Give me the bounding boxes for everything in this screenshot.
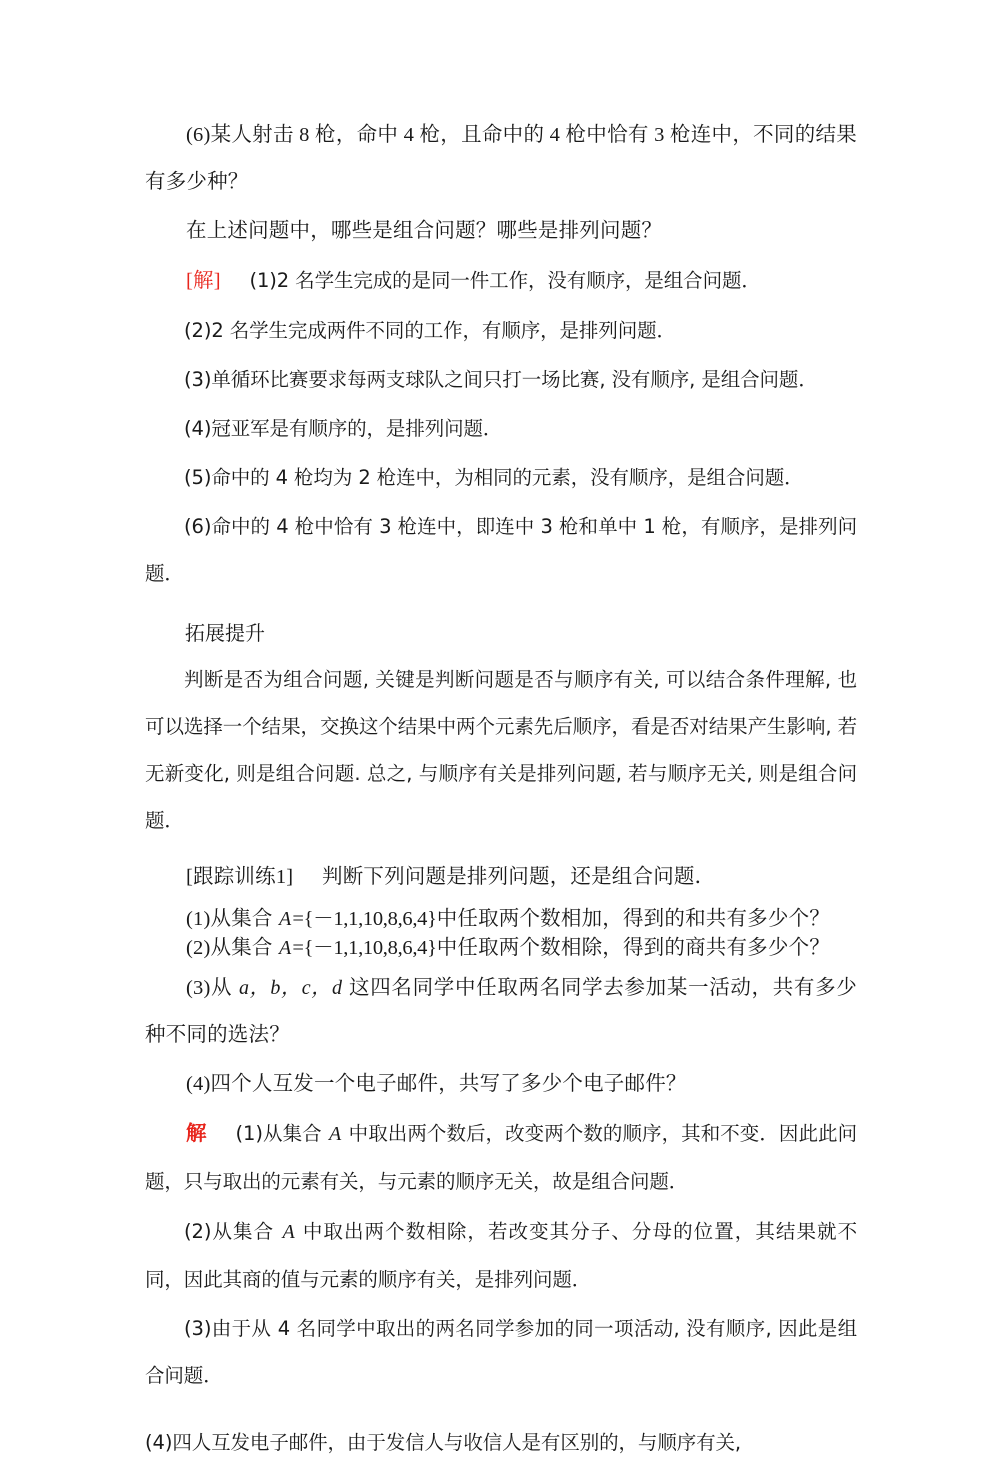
practice-1-suffix: 中任取两个数相加，得到的和共有多少个？: [436, 908, 830, 930]
practice-item-4: (4)四个人互发一个电子邮件，共写了多少个电子邮件？: [186, 1073, 687, 1095]
answer-2: (2)2 名学生完成两件不同的工作，有顺序，是排列问题．: [184, 319, 676, 342]
practice-prompt: 判断下列问题是排列问题，还是组合问题．: [322, 866, 716, 888]
practice-3-variables: a，b，c，d: [239, 977, 343, 999]
answer-block-2: [145, 1208, 857, 1303]
practice-2-prefix: (2)从集合: [186, 937, 278, 959]
solution-block-1: [145, 257, 857, 305]
answer-6: (6)命中的 4 枪中恰有 3 枪连中，即连中 3 枪和单中 1 枪，有顺序，是排列问题．: [145, 515, 857, 585]
answer-s1-set-name: A: [328, 1123, 342, 1145]
practice-2-set-name: A: [278, 937, 292, 959]
practice-3-suffix: 这四名同学中任取两名同学去参加某一活动，共有多少种不同的选法？: [145, 977, 858, 1046]
practice-1-prefix: (1)从集合: [186, 908, 278, 930]
answer-4: (4)冠亚军是有顺序的，是排列问题．: [184, 417, 503, 440]
answer-s1-prefix: (1)从集合: [235, 1122, 328, 1145]
answer-block-3: (3)由于从 4 名同学中取出的两名同学参加的同一项活动, 没有顺序, 因此是组合问题．: [145, 1317, 857, 1387]
tip-heading: 拓展提升: [185, 621, 265, 645]
tip-body: 判断是否为组合问题, 关键是判断问题是否与顺序有关, 可以结合条件理解, 也可以选择一个结果，交换这个结果中两个元素先后顺序，看是否对结果产生影响, 若无新变化, 则是组合问题. 总之, 与顺序有关是排列问题, 若与顺序无关, 则是组合问题．: [145, 668, 857, 832]
answer-s2-set-name: A: [282, 1221, 295, 1243]
practice-header: [145, 854, 857, 901]
practice-item-1: [145, 905, 857, 934]
answer-marker: 解: [186, 1121, 207, 1145]
practice-1-set-name: A: [278, 908, 292, 930]
answer-block-4: (4)四人互发电子邮件，由于发信人与收信人是有区别的，与顺序有关,: [145, 1431, 742, 1454]
answer-s1-suffix: 中取出两个数后，改变两个数的顺序，其和不变．因此此问题，只与取出的元素有关，与元素的顺序无关，故是组合问题．: [145, 1122, 858, 1193]
practice-2-suffix: 中任取两个数相除，得到的商共有多少个？: [436, 937, 830, 959]
practice-item-3: [145, 965, 857, 1059]
answer-3: (3)单循环比赛要求每两支球队之间只打一场比赛, 没有顺序, 是组合问题．: [184, 368, 818, 391]
answer-1-text: (1)2 名学生完成的是同一件工作，没有顺序，是组合问题．: [249, 269, 761, 292]
page-content: [145, 112, 857, 1466]
practice-1-set-value: ={－1,1,10,8,6,4}: [292, 908, 437, 930]
answer-s2-prefix: (2)从集合: [184, 1220, 282, 1243]
practice-label: [跟踪训练1]: [186, 866, 294, 888]
answer-5: (5)命中的 4 枪均为 2 枪连中，为相同的元素，没有顺序，是组合问题．: [184, 466, 804, 489]
practice-3-prefix: (3)从: [186, 977, 238, 999]
answer-s2-suffix: 中取出两个数相除，若改变其分子、分母的位置，其结果就不同，因此其商的值与元素的顺序有关，是排列问题．: [145, 1220, 858, 1291]
solution-marker: [解]: [186, 270, 221, 292]
practice-2-set-value: ={－1,1,10,8,6,4}: [292, 937, 437, 959]
question-6-prompt: (6)某人射击 8 枪，命中 4 枪，且命中的 4 枪中恰有 3 枪连中，不同的结果有多少种？: [145, 124, 857, 193]
overall-question: 在上述问题中，哪些是组合问题？哪些是排列问题？: [186, 220, 663, 242]
answer-block-1: [145, 1110, 857, 1206]
practice-item-2: [145, 934, 857, 963]
